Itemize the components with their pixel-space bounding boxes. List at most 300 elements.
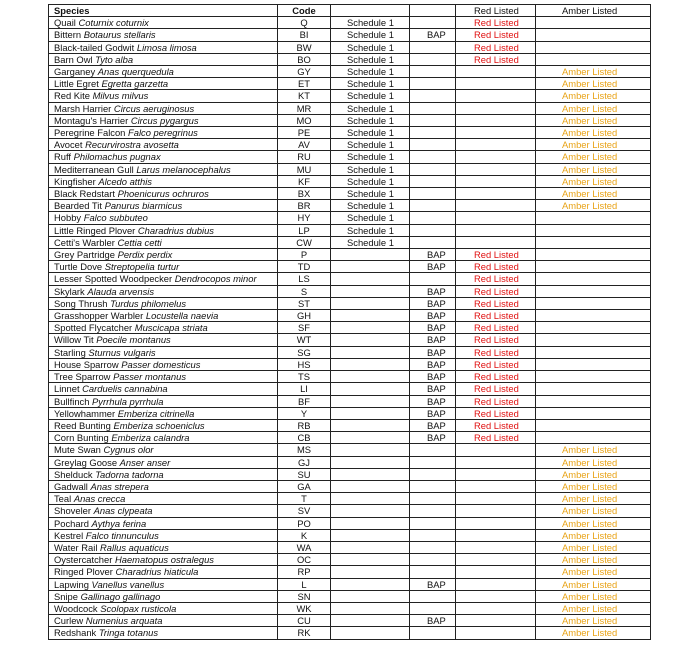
table-row (49, 17, 651, 29)
amber-listed-cell (536, 273, 651, 285)
species-cell (49, 615, 278, 627)
species-common-name: Black Redstart (54, 188, 115, 200)
code-cell: BW (278, 41, 331, 53)
table-row (49, 456, 651, 468)
schedule-cell: Schedule 1 (331, 66, 410, 78)
code-cell: SN (278, 590, 331, 602)
bap-cell (410, 602, 456, 614)
species-cell (49, 114, 278, 126)
table-row (49, 188, 651, 200)
bap-cell (410, 17, 456, 29)
code-cell: TD (278, 261, 331, 273)
table-row (49, 297, 651, 309)
bap-cell (410, 175, 456, 187)
bap-cell: BAP (410, 615, 456, 627)
species-latin-name: Philomachus pugnax (73, 151, 161, 163)
species-common-name: Barn Owl (54, 53, 93, 65)
species-common-name: Gadwall (54, 480, 88, 492)
code-cell: BR (278, 200, 331, 212)
schedule-cell (331, 383, 410, 395)
species-common-name: Skylark (54, 285, 85, 297)
header-row (49, 5, 651, 17)
species-cell (49, 517, 278, 529)
table-row (49, 249, 651, 261)
bap-cell (410, 224, 456, 236)
amber-listed-cell (536, 285, 651, 297)
species-latin-name: Alauda arvensis (87, 285, 155, 297)
species-latin-name: Anas strepera (90, 480, 149, 492)
amber-listed-cell (536, 29, 651, 41)
species-common-name: Avocet (54, 139, 83, 151)
species-latin-name: Circus aeruginosus (113, 102, 195, 114)
table-row (49, 127, 651, 139)
code-cell: TS (278, 371, 331, 383)
species-cell (49, 383, 278, 395)
code-cell: BX (278, 188, 331, 200)
table-row (49, 383, 651, 395)
schedule-cell (331, 578, 410, 590)
species-cell (49, 407, 278, 419)
species-latin-name: Poecile montanus (96, 334, 171, 346)
species-latin-name: Falco subbuteo (83, 212, 148, 224)
red-listed-cell (456, 151, 536, 163)
code-cell: BI (278, 29, 331, 41)
red-listed-cell (456, 529, 536, 541)
table-row (49, 444, 651, 456)
schedule-cell (331, 541, 410, 553)
amber-listed-cell: Amber Listed (536, 602, 651, 614)
amber-listed-cell (536, 346, 651, 358)
bap-cell: BAP (410, 432, 456, 444)
code-cell: MR (278, 102, 331, 114)
header-bap (410, 5, 456, 17)
bap-cell (410, 163, 456, 175)
red-listed-cell (456, 139, 536, 151)
red-listed-cell (456, 66, 536, 78)
table-row (49, 78, 651, 90)
amber-listed-cell: Amber Listed (536, 456, 651, 468)
species-cell (49, 529, 278, 541)
code-cell: LI (278, 383, 331, 395)
amber-listed-cell: Amber Listed (536, 615, 651, 627)
species-common-name: Red Kite (54, 90, 90, 102)
table-row (49, 358, 651, 370)
bap-cell (410, 139, 456, 151)
species-cell (49, 297, 278, 309)
schedule-cell (331, 334, 410, 346)
code-cell: PE (278, 127, 331, 139)
amber-listed-cell: Amber Listed (536, 188, 651, 200)
red-listed-cell: Red Listed (456, 346, 536, 358)
species-common-name: Ruff (54, 151, 72, 163)
species-common-name: Quail (54, 17, 76, 29)
bap-cell: BAP (410, 334, 456, 346)
red-listed-cell: Red Listed (456, 395, 536, 407)
schedule-cell (331, 273, 410, 285)
species-cell (49, 371, 278, 383)
bap-cell: BAP (410, 419, 456, 431)
table-row (49, 541, 651, 553)
species-latin-name: Anser anser (119, 456, 171, 468)
red-listed-cell: Red Listed (456, 249, 536, 261)
species-common-name: Lapwing (54, 578, 89, 590)
header-schedule (331, 5, 410, 17)
code-cell: KF (278, 175, 331, 187)
species-latin-name: Emberiza calandra (111, 432, 190, 444)
species-latin-name: Rallus aquaticus (100, 541, 169, 553)
amber-listed-cell: Amber Listed (536, 480, 651, 492)
schedule-cell: Schedule 1 (331, 212, 410, 224)
schedule-cell: Schedule 1 (331, 78, 410, 90)
red-listed-cell (456, 236, 536, 248)
species-common-name: Grey Partridge (54, 249, 115, 261)
schedule-cell (331, 322, 410, 334)
red-listed-cell (456, 200, 536, 212)
red-listed-cell (456, 493, 536, 505)
amber-listed-cell (536, 17, 651, 29)
schedule-cell: Schedule 1 (331, 29, 410, 41)
bap-cell: BAP (410, 395, 456, 407)
amber-listed-cell (536, 212, 651, 224)
bap-cell (410, 188, 456, 200)
red-listed-cell (456, 175, 536, 187)
code-cell: KT (278, 90, 331, 102)
species-common-name: Garganey (54, 66, 96, 78)
table-row (49, 261, 651, 273)
species-common-name: Bearded Tit (54, 200, 102, 212)
bap-cell (410, 90, 456, 102)
species-cell (49, 627, 278, 639)
amber-listed-cell (536, 236, 651, 248)
species-common-name: Willow Tit (54, 334, 94, 346)
red-listed-cell: Red Listed (456, 383, 536, 395)
species-cell (49, 127, 278, 139)
code-cell: MS (278, 444, 331, 456)
species-latin-name: Haematopus ostralegus (114, 554, 214, 566)
species-latin-name: Gallinago gallinago (80, 590, 161, 602)
species-latin-name: Tyto alba (95, 53, 134, 65)
schedule-cell (331, 480, 410, 492)
bap-cell: BAP (410, 371, 456, 383)
schedule-cell: Schedule 1 (331, 127, 410, 139)
schedule-cell: Schedule 1 (331, 163, 410, 175)
table-row (49, 200, 651, 212)
schedule-cell (331, 627, 410, 639)
table-row (49, 517, 651, 529)
schedule-cell (331, 517, 410, 529)
table-row (49, 480, 651, 492)
bap-cell (410, 590, 456, 602)
code-cell: SU (278, 468, 331, 480)
schedule-cell (331, 468, 410, 480)
species-cell (49, 444, 278, 456)
species-cell (49, 541, 278, 553)
schedule-cell: Schedule 1 (331, 139, 410, 151)
bap-cell (410, 114, 456, 126)
schedule-cell: Schedule 1 (331, 151, 410, 163)
header-amber-listed: Amber Listed (536, 5, 651, 17)
schedule-cell: Schedule 1 (331, 224, 410, 236)
code-cell: GY (278, 66, 331, 78)
species-common-name: Kestrel (54, 529, 84, 541)
red-listed-cell (456, 602, 536, 614)
species-latin-name: Milvus milvus (92, 90, 149, 102)
table-row (49, 163, 651, 175)
table-row (49, 53, 651, 65)
schedule-cell (331, 444, 410, 456)
code-cell: SV (278, 505, 331, 517)
species-latin-name: Larus melanocephalus (136, 163, 231, 175)
code-cell: LS (278, 273, 331, 285)
species-common-name: Bittern (54, 29, 82, 41)
species-common-name: Shoveler (54, 505, 92, 517)
red-listed-cell: Red Listed (456, 407, 536, 419)
species-table (48, 4, 651, 640)
species-common-name: Starling (54, 346, 86, 358)
red-listed-cell (456, 590, 536, 602)
schedule-cell (331, 261, 410, 273)
table-row (49, 29, 651, 41)
bap-cell: BAP (410, 310, 456, 322)
amber-listed-cell: Amber Listed (536, 163, 651, 175)
species-cell (49, 151, 278, 163)
red-listed-cell: Red Listed (456, 310, 536, 322)
amber-listed-cell (536, 53, 651, 65)
bap-cell (410, 53, 456, 65)
red-listed-cell (456, 78, 536, 90)
species-common-name: Lesser Spotted Woodpecker (54, 273, 173, 285)
species-common-name: Water Rail (54, 541, 98, 553)
species-latin-name: Perdix perdix (117, 249, 173, 261)
red-listed-cell (456, 224, 536, 236)
red-listed-cell (456, 480, 536, 492)
species-common-name: Yellowhammer (54, 407, 116, 419)
code-cell: Y (278, 407, 331, 419)
species-cell (49, 505, 278, 517)
table-row (49, 236, 651, 248)
species-cell (49, 566, 278, 578)
header-code: Code (278, 5, 331, 17)
species-cell (49, 273, 278, 285)
bap-cell: BAP (410, 578, 456, 590)
amber-listed-cell (536, 261, 651, 273)
bap-cell (410, 444, 456, 456)
red-listed-cell (456, 127, 536, 139)
amber-listed-cell (536, 371, 651, 383)
amber-listed-cell: Amber Listed (536, 102, 651, 114)
table-row (49, 407, 651, 419)
species-common-name: Corn Bunting (54, 432, 109, 444)
red-listed-cell (456, 468, 536, 480)
schedule-cell: Schedule 1 (331, 17, 410, 29)
table-row (49, 554, 651, 566)
species-common-name: House Sparrow (54, 358, 119, 370)
amber-listed-cell: Amber Listed (536, 78, 651, 90)
amber-listed-cell: Amber Listed (536, 139, 651, 151)
red-listed-cell (456, 90, 536, 102)
table-row (49, 505, 651, 517)
amber-listed-cell (536, 249, 651, 261)
bap-cell (410, 78, 456, 90)
species-cell (49, 358, 278, 370)
amber-listed-cell (536, 419, 651, 431)
species-common-name: Curlew (54, 615, 84, 627)
bap-cell (410, 627, 456, 639)
bap-cell (410, 480, 456, 492)
species-common-name: Little Egret (54, 78, 99, 90)
species-latin-name: Aythya ferina (91, 517, 147, 529)
code-cell: WA (278, 541, 331, 553)
species-cell (49, 480, 278, 492)
code-cell: HS (278, 358, 331, 370)
amber-listed-cell: Amber Listed (536, 554, 651, 566)
amber-listed-cell: Amber Listed (536, 578, 651, 590)
species-common-name: Marsh Harrier (54, 102, 112, 114)
species-latin-name: Numenius arquata (85, 615, 163, 627)
species-cell (49, 212, 278, 224)
bap-cell (410, 505, 456, 517)
amber-listed-cell: Amber Listed (536, 505, 651, 517)
species-common-name: Shelduck (54, 468, 93, 480)
bap-cell (410, 493, 456, 505)
species-cell (49, 590, 278, 602)
schedule-cell: Schedule 1 (331, 41, 410, 53)
species-common-name: Linnet (54, 383, 80, 395)
species-cell (49, 285, 278, 297)
schedule-cell (331, 554, 410, 566)
code-cell: SF (278, 322, 331, 334)
schedule-cell (331, 590, 410, 602)
table-row (49, 419, 651, 431)
species-common-name: Redshank (54, 627, 97, 639)
bap-cell (410, 468, 456, 480)
red-listed-cell (456, 517, 536, 529)
amber-listed-cell: Amber Listed (536, 517, 651, 529)
red-listed-cell (456, 554, 536, 566)
species-latin-name: Locustella naevia (145, 310, 219, 322)
red-listed-cell: Red Listed (456, 334, 536, 346)
code-cell: MU (278, 163, 331, 175)
table-row (49, 529, 651, 541)
red-listed-cell: Red Listed (456, 358, 536, 370)
species-common-name: Greylag Goose (54, 456, 118, 468)
table-row (49, 578, 651, 590)
code-cell: CB (278, 432, 331, 444)
species-latin-name: Anas crecca (73, 493, 126, 505)
table-row (49, 310, 651, 322)
bap-cell (410, 456, 456, 468)
code-cell: RK (278, 627, 331, 639)
species-latin-name: Dendrocopos minor (174, 273, 257, 285)
amber-listed-cell (536, 297, 651, 309)
species-cell (49, 236, 278, 248)
table-row (49, 273, 651, 285)
bap-cell: BAP (410, 358, 456, 370)
species-latin-name: Coturnix coturnix (78, 17, 149, 29)
red-listed-cell: Red Listed (456, 53, 536, 65)
code-cell: WK (278, 602, 331, 614)
species-common-name: Kingfisher (54, 175, 96, 187)
species-latin-name: Cettia cetti (117, 236, 162, 248)
species-common-name: Bullfinch (54, 395, 90, 407)
amber-listed-cell (536, 383, 651, 395)
amber-listed-cell (536, 395, 651, 407)
amber-listed-cell: Amber Listed (536, 127, 651, 139)
code-cell: SG (278, 346, 331, 358)
schedule-cell (331, 529, 410, 541)
table-row (49, 322, 651, 334)
species-cell (49, 554, 278, 566)
red-listed-cell (456, 578, 536, 590)
table-body (49, 17, 651, 639)
bap-cell: BAP (410, 383, 456, 395)
schedule-cell: Schedule 1 (331, 114, 410, 126)
amber-listed-cell: Amber Listed (536, 444, 651, 456)
species-common-name: Montagu's Harrier (54, 114, 129, 126)
table-row (49, 395, 651, 407)
bap-cell: BAP (410, 249, 456, 261)
schedule-cell: Schedule 1 (331, 53, 410, 65)
amber-listed-cell: Amber Listed (536, 468, 651, 480)
schedule-cell (331, 310, 410, 322)
bap-cell (410, 127, 456, 139)
red-listed-cell (456, 212, 536, 224)
species-cell (49, 188, 278, 200)
table-row (49, 346, 651, 358)
amber-listed-cell (536, 407, 651, 419)
amber-listed-cell: Amber Listed (536, 90, 651, 102)
species-common-name: Woodcock (54, 602, 98, 614)
schedule-cell (331, 249, 410, 261)
species-common-name: Black-tailed Godwit (54, 41, 135, 53)
bap-cell: BAP (410, 297, 456, 309)
species-latin-name: Botaurus stellaris (83, 29, 156, 41)
species-cell (49, 41, 278, 53)
species-cell (49, 395, 278, 407)
species-latin-name: Passer montanus (113, 371, 187, 383)
species-latin-name: Tringa totanus (98, 627, 159, 639)
species-cell (49, 163, 278, 175)
red-listed-cell: Red Listed (456, 432, 536, 444)
species-common-name: Oystercatcher (54, 554, 113, 566)
bap-cell (410, 541, 456, 553)
red-listed-cell (456, 114, 536, 126)
schedule-cell (331, 395, 410, 407)
red-listed-cell: Red Listed (456, 371, 536, 383)
amber-listed-cell: Amber Listed (536, 200, 651, 212)
species-common-name: Mute Swan (54, 444, 101, 456)
species-cell (49, 468, 278, 480)
species-common-name: Teal (54, 493, 72, 505)
red-listed-cell (456, 188, 536, 200)
species-common-name: Spotted Flycatcher (54, 322, 133, 334)
species-latin-name: Pyrrhula pyrrhula (92, 395, 164, 407)
schedule-cell: Schedule 1 (331, 188, 410, 200)
bap-cell (410, 554, 456, 566)
species-cell (49, 322, 278, 334)
red-listed-cell: Red Listed (456, 322, 536, 334)
table-row (49, 224, 651, 236)
code-cell: L (278, 578, 331, 590)
header-species: Species (49, 5, 278, 17)
species-latin-name: Anas querquedula (97, 66, 174, 78)
species-cell (49, 602, 278, 614)
table-row (49, 590, 651, 602)
species-latin-name: Egretta garzetta (101, 78, 169, 90)
schedule-cell (331, 493, 410, 505)
table-row (49, 175, 651, 187)
code-cell: WT (278, 334, 331, 346)
